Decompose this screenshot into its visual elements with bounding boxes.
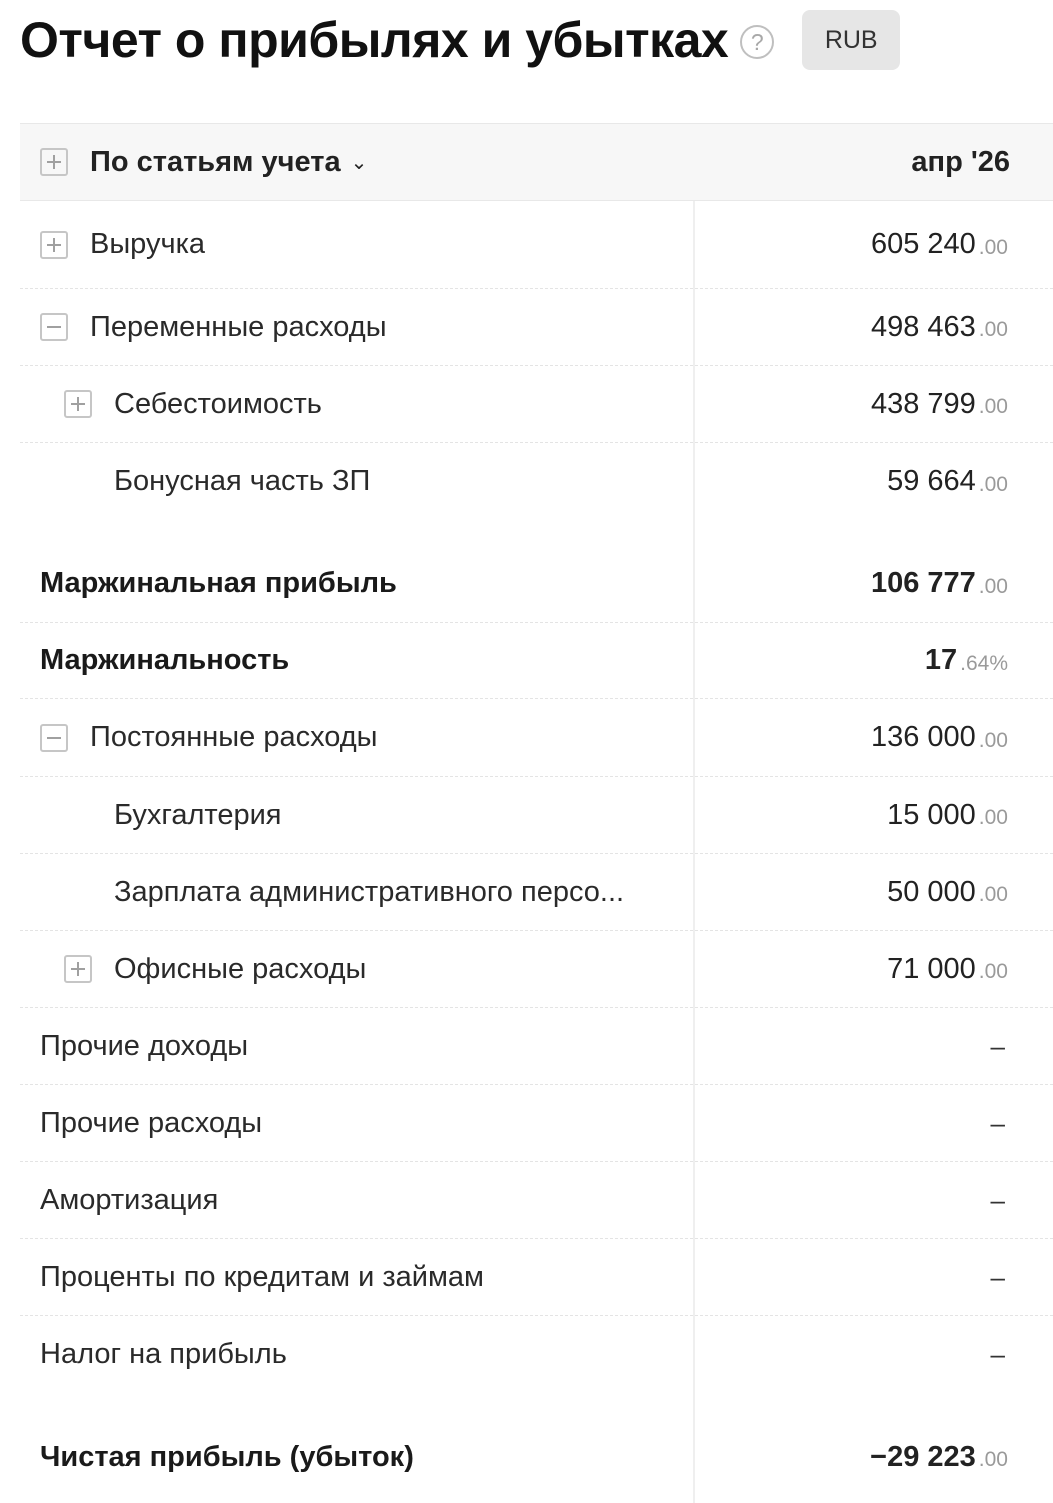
pnl-table [20, 123, 1053, 1496]
row-value: 17 .64% [924, 644, 1008, 676]
row-revenue[interactable] [20, 201, 1053, 289]
row-value: 136 000 .00 [870, 721, 1008, 753]
currency-selector[interactable]: RUB [802, 10, 900, 70]
expand-plus-icon[interactable] [64, 390, 92, 418]
page-header [20, 8, 900, 72]
row-value: 106 777 .00 [870, 567, 1008, 599]
row-value: 15 000 .00 [887, 798, 1008, 831]
row-label: Чистая прибыль (убыток) [40, 1440, 414, 1473]
expand-plus-icon[interactable] [64, 955, 92, 983]
section-spacer [20, 520, 1053, 545]
row-value: 498 463 .00 [870, 310, 1008, 343]
row-marginal-profit[interactable] [20, 545, 1053, 623]
row-value: 438 799 .00 [870, 387, 1008, 420]
row-value: 71 000 .00 [887, 952, 1008, 985]
row-value: 50 000 .00 [887, 875, 1008, 908]
page-title: Отчет о прибылях и убытках [20, 12, 729, 68]
row-loan-interest[interactable] [20, 1239, 1053, 1316]
help-icon[interactable]: ? [740, 25, 774, 59]
row-label: Бонусная часть ЗП [114, 465, 371, 497]
row-other-income[interactable] [20, 1008, 1053, 1085]
row-value: 59 664 .00 [887, 465, 1008, 497]
chevron-down-icon[interactable]: ⌄ [350, 151, 368, 174]
row-variable-expenses[interactable] [20, 289, 1053, 366]
row-label: Проценты по кредитам и займам [40, 1260, 484, 1293]
section-spacer [20, 1393, 1053, 1418]
row-marginality[interactable] [20, 623, 1053, 699]
collapse-minus-icon[interactable] [40, 724, 68, 752]
row-label: Маржинальность [40, 644, 290, 676]
row-bonus-salary[interactable] [20, 443, 1053, 520]
expand-all-icon[interactable] [40, 148, 68, 176]
expand-plus-icon[interactable] [40, 231, 68, 259]
row-office-expenses[interactable] [20, 931, 1053, 1008]
collapse-minus-icon[interactable] [40, 313, 68, 341]
row-depreciation[interactable] [20, 1162, 1053, 1239]
row-label: Прочие доходы [40, 1029, 249, 1062]
row-label: Зарплата административного персо... [114, 875, 625, 908]
row-label: Себестоимость [114, 387, 322, 420]
row-label: Постоянные расходы [90, 721, 378, 753]
period-column-header: апр '26 [911, 145, 1010, 178]
row-value: – [990, 1030, 1005, 1061]
row-label: Налог на прибыль [40, 1338, 287, 1370]
row-label: Прочие расходы [40, 1106, 263, 1139]
row-label: Выручка [90, 228, 206, 260]
row-income-tax[interactable] [20, 1316, 1053, 1393]
row-value: 605 240 .00 [870, 228, 1008, 260]
row-label: Маржинальная прибыль [40, 567, 397, 599]
row-label: Переменные расходы [90, 310, 387, 343]
row-label: Офисные расходы [114, 952, 367, 985]
row-value: – [990, 1184, 1005, 1215]
row-admin-salary[interactable] [20, 854, 1053, 931]
row-fixed-expenses[interactable] [20, 699, 1053, 777]
row-value: −29 223 .00 [870, 1440, 1008, 1473]
row-other-expenses[interactable] [20, 1085, 1053, 1162]
row-accounting[interactable] [20, 777, 1053, 854]
row-value: – [990, 1339, 1005, 1369]
table-header [20, 123, 1053, 201]
row-value: – [990, 1261, 1005, 1292]
row-label: Бухгалтерия [114, 798, 282, 831]
grouping-dropdown[interactable]: По статьям учета [90, 145, 341, 178]
row-cost-of-goods[interactable] [20, 366, 1053, 443]
row-label: Амортизация [40, 1183, 219, 1216]
row-net-profit[interactable] [20, 1418, 1053, 1496]
row-value: – [990, 1107, 1005, 1138]
